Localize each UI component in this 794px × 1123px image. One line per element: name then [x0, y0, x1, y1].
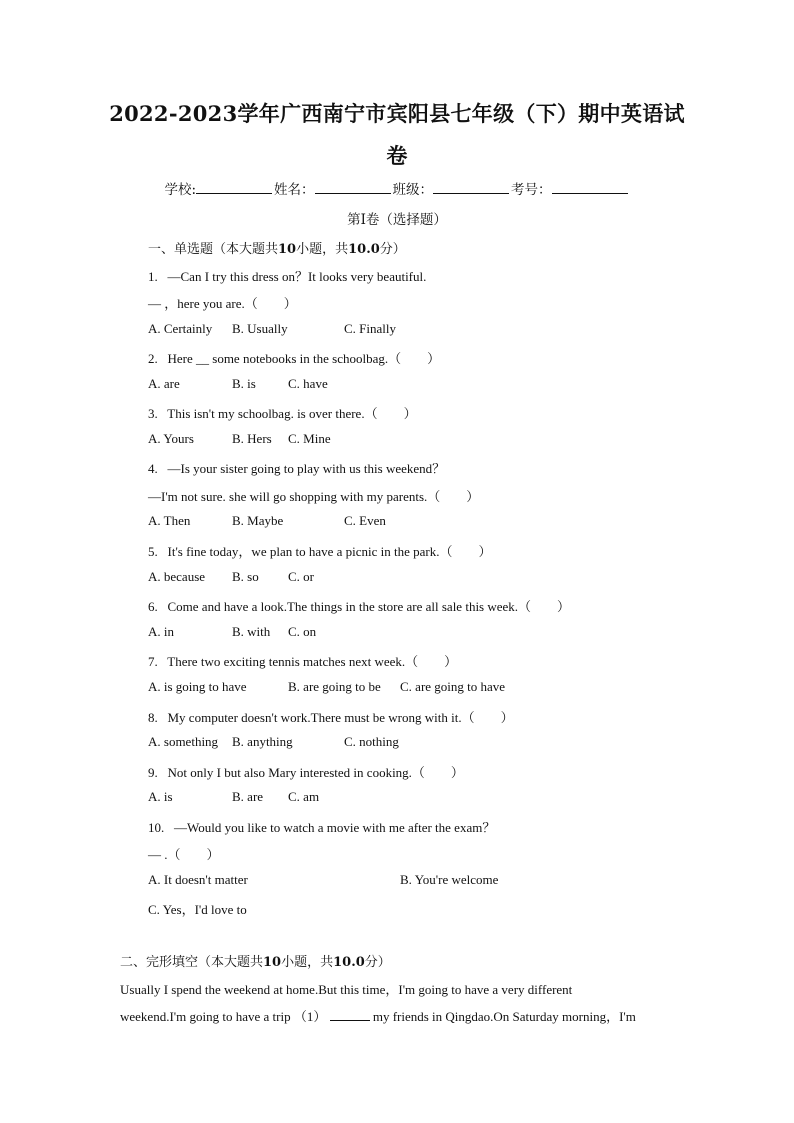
option-c[interactable]: C. am [288, 789, 320, 804]
section-score: 10.0 [348, 242, 380, 257]
question-number: 9. [148, 765, 158, 780]
passage-line-2 [120, 1006, 636, 1025]
section-heading-cloze [120, 951, 391, 970]
exam-title-continued: 卷 [386, 143, 408, 168]
name-label: 姓名： [274, 182, 315, 198]
question-10 [148, 817, 495, 836]
question-8 [148, 707, 514, 726]
student-info-row [0, 178, 794, 198]
question-10-line2: — .（ ） [148, 847, 220, 862]
section-prefix: 二、完形填空（本大题共 [120, 955, 264, 970]
section-mid: 小题，共 [281, 955, 334, 970]
option-a[interactable]: A. Certainly [148, 321, 213, 336]
option-a[interactable]: A. It doesn't matter [148, 872, 248, 887]
section-suffix: 分） [364, 955, 391, 970]
volume-heading: 第I卷（选择题） [347, 212, 447, 228]
option-c[interactable]: C. or [288, 569, 314, 584]
option-c[interactable]: C. have [288, 376, 328, 391]
option-b[interactable]: B. is [232, 376, 256, 391]
question-stem: This isn't my schoolbag. is over there.（ ） [167, 406, 417, 421]
question-4-line2: —I'm not sure. she will go shopping with my parents.（ ） [148, 489, 480, 504]
option-b[interactable]: B. with [232, 624, 271, 639]
option-a[interactable]: A. in [148, 624, 174, 639]
option-a[interactable]: A. because [148, 569, 206, 584]
option-b[interactable]: B. Maybe [232, 513, 284, 528]
option-b[interactable]: B. Usually [232, 321, 288, 336]
option-b[interactable]: B. are going to be [288, 679, 381, 694]
question-3 [148, 403, 417, 422]
exam-title: 2022-2023学年广西南宁市宾阳县七年级（下）期中英语试 [109, 101, 685, 126]
question-number: 7. [148, 654, 158, 669]
option-c[interactable]: C. Even [344, 513, 386, 528]
option-c[interactable]: C. Yes，I'd love to [148, 902, 247, 917]
question-number: 4. [148, 461, 158, 476]
option-b[interactable]: B. Hers [232, 431, 272, 446]
exam-number-label: 考号： [511, 182, 552, 198]
option-a[interactable]: A. Yours [148, 431, 194, 446]
option-a[interactable]: A. are [148, 376, 180, 391]
question-number: 5. [148, 544, 158, 559]
answer-blank[interactable] [330, 1008, 370, 1021]
class-blank[interactable] [433, 179, 509, 194]
option-c[interactable]: C. are going to have [400, 679, 506, 694]
question-stem: My computer doesn't work.There must be wrong with it.（ ） [167, 710, 514, 725]
question-number: 8. [148, 710, 158, 725]
option-a[interactable]: A. something [148, 734, 219, 749]
question-number: 1. [148, 269, 158, 284]
question-stem: It's fine today，we plan to have a picnic in the park.（ ） [167, 544, 492, 559]
option-a[interactable]: A. Then [148, 513, 191, 528]
question-stem: There two exciting tennis matches next week.（ ） [167, 654, 458, 669]
question-stem: —Is your sister going to play with us this weekend？ [167, 461, 446, 476]
question-5 [148, 541, 492, 560]
question-7 [148, 651, 457, 670]
question-number: 10. [148, 820, 165, 835]
question-stem: Come and have a look.The things in the store are all sale this week.（ ） [167, 599, 571, 614]
section-suffix: 分） [379, 242, 406, 257]
class-label: 班级： [392, 182, 434, 198]
section-mid: 小题，共 [296, 242, 349, 257]
question-9 [148, 762, 464, 781]
option-b[interactable]: B. You're welcome [400, 872, 499, 887]
option-b[interactable]: B. are [232, 789, 264, 804]
section-count: 10 [263, 955, 282, 970]
question-1-line2: — ，here you are.（ ） [148, 296, 297, 311]
question-2 [148, 348, 440, 367]
name-blank[interactable] [315, 179, 391, 194]
question-stem: Not only I but also Mary interested in cooking.（ ） [167, 765, 464, 780]
option-a[interactable]: A. is going to have [148, 679, 247, 694]
section-heading-single-choice [148, 238, 406, 257]
school-blank[interactable] [196, 179, 272, 194]
question-number: 6. [148, 599, 158, 614]
passage-line-1: Usually I spend the weekend at home.But this time，I'm going to have a very different [120, 982, 573, 997]
option-b[interactable]: B. so [232, 569, 259, 584]
exam-number-blank[interactable] [552, 179, 628, 194]
school-label: 学校: [164, 182, 197, 198]
question-1 [148, 266, 426, 285]
section-prefix: 一、单选题（本大题共 [148, 242, 279, 257]
option-c[interactable]: C. on [288, 624, 317, 639]
question-6 [148, 596, 570, 615]
question-stem: Here __ some notebooks in the schoolbag.（ ） [167, 351, 441, 366]
section-score: 10.0 [333, 955, 365, 970]
option-c[interactable]: C. Mine [288, 431, 331, 446]
question-stem: —Would you like to watch a movie with me after the exam？ [174, 820, 496, 835]
option-a[interactable]: A. is [148, 789, 173, 804]
question-number: 3. [148, 406, 158, 421]
question-4 [148, 458, 445, 477]
section-count: 10 [278, 242, 297, 257]
question-stem: —Can I try this dress on？It looks very beautiful. [167, 269, 427, 284]
passage-text: my friends in Qingdao.On Saturday morning，I'm [372, 1009, 636, 1024]
option-c[interactable]: C. Finally [344, 321, 397, 336]
option-c[interactable]: C. nothing [344, 734, 399, 749]
option-b[interactable]: B. anything [232, 734, 293, 749]
question-number: 2. [148, 351, 158, 366]
passage-text: weekend.I'm going to have a trip （1） [120, 1009, 327, 1024]
